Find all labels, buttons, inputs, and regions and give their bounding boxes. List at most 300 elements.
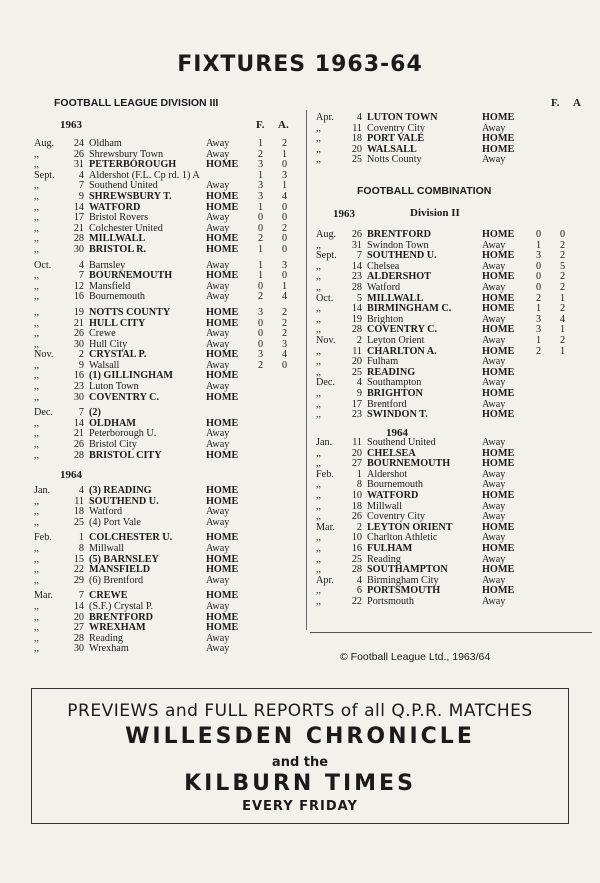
fixture-day: 17	[73, 212, 84, 224]
fixture-opponent: BIRMINGHAM C.	[367, 303, 452, 315]
fixture-month: ,,	[316, 239, 322, 251]
fixture-month: Nov.	[34, 349, 54, 361]
league-fixtures-1963	[30, 139, 300, 461]
fixture-opponent: LEYTON ORIENT	[367, 521, 453, 533]
fixture-row	[30, 544, 300, 555]
fixture-month: ,,	[316, 324, 322, 336]
fixture-goals-against: 1	[560, 292, 566, 304]
fixture-day: 26	[351, 229, 362, 240]
fixture-day: 18	[351, 500, 362, 512]
fixture-row	[312, 230, 592, 241]
fixture-venue: Away	[482, 260, 506, 272]
fixture-goals-for: 3	[536, 250, 542, 262]
fixture-day: 27	[73, 622, 84, 634]
fixture-opponent: Hull City	[89, 338, 128, 350]
fixture-row	[30, 602, 300, 613]
fixture-day: 31	[73, 159, 84, 171]
fixture-day: 9	[78, 359, 84, 371]
fixture-opponent: Bournemouth	[89, 291, 146, 303]
fixture-goals-against: 2	[560, 271, 566, 283]
fixture-opponent: Bristol Rovers	[89, 212, 149, 224]
fixture-day: 20	[73, 611, 84, 623]
fixture-opponent: (S.F.) Crystal P.	[89, 600, 153, 612]
fixture-opponent: (6) Brentford	[89, 574, 144, 586]
fixture-venue: HOME	[482, 585, 515, 597]
fixture-month: ,,	[316, 313, 322, 325]
fixture-opponent: WREXHAM	[89, 622, 146, 634]
fixture-day: 8	[356, 479, 362, 491]
fixture-opponent: (4) Port Vale	[89, 516, 141, 528]
fixture-month: Apr.	[316, 574, 334, 586]
fixture-opponent: BRISTOL CITY	[89, 449, 162, 461]
fixture-day: 4	[78, 485, 84, 496]
fixture-venue: HOME	[482, 112, 515, 123]
fixture-goals-against: 2	[282, 317, 288, 329]
fixture-row	[312, 410, 592, 421]
fixture-day: 7	[78, 407, 84, 419]
fixture-day: 14	[73, 600, 84, 612]
fixture-venue: Away	[482, 553, 506, 565]
fixture-row	[30, 308, 300, 319]
fixture-opponent: COVENTRY C.	[89, 391, 160, 403]
fixture-day: 20	[351, 356, 362, 368]
fixture-row	[30, 486, 300, 497]
fixture-day: 7	[78, 270, 84, 282]
fixture-opponent: BOURNEMOUTH	[89, 270, 173, 282]
fixture-goals-for: 1	[258, 243, 264, 255]
fixture-row	[30, 565, 300, 576]
fixture-goals-against: 1	[282, 148, 288, 160]
fixture-opponent: Portsmouth	[367, 595, 414, 607]
fixture-month: ,,	[34, 148, 40, 160]
fixture-month: Apr.	[316, 112, 334, 123]
fixture-month: ,,	[316, 398, 322, 410]
fixture-goals-for: 1	[258, 169, 264, 181]
fixture-opponent: Aldershot	[367, 468, 408, 480]
fixture-goals-against: 0	[282, 359, 288, 371]
fixture-month: ,,	[34, 417, 40, 429]
fixture-month: ,,	[316, 281, 322, 293]
fixture-month: Mar.	[316, 521, 335, 533]
fixture-month: ,,	[34, 306, 40, 318]
fixture-day: 4	[356, 377, 362, 389]
fixture-goals-against: 0	[282, 233, 288, 245]
fixture-goals-against: 3	[282, 338, 288, 350]
fixture-day: 16	[351, 542, 362, 554]
fixture-day: 10	[351, 489, 362, 501]
fixture-day: 26	[73, 148, 84, 160]
fixture-venue: Away	[482, 500, 506, 512]
fixture-row	[30, 440, 300, 451]
fixture-month: ,,	[316, 154, 322, 166]
fixture-venue: Away	[482, 281, 506, 293]
fixture-opponent: Bournemouth	[367, 479, 424, 491]
fixture-opponent: CHELSEA	[367, 447, 416, 459]
fixture-day: 14	[73, 201, 84, 213]
fixture-opponent: Notts County	[367, 154, 422, 166]
fixture-row	[30, 192, 300, 203]
fixture-opponent: (5) BARNSLEY	[89, 553, 159, 565]
fixture-opponent: LUTON TOWN	[367, 112, 438, 123]
fixture-month: ,,	[34, 622, 40, 634]
fixture-venue: HOME	[482, 229, 515, 240]
fixture-row	[30, 139, 300, 150]
fixture-opponent: CHARLTON A.	[367, 345, 437, 357]
fixture-day: 4	[78, 259, 84, 271]
fixture-month: ,,	[34, 328, 40, 340]
fixture-day: 30	[73, 338, 84, 350]
fixture-opponent: Luton Town	[89, 381, 139, 393]
fixture-month: Dec.	[316, 377, 335, 389]
fixture-row	[30, 371, 300, 382]
fixture-opponent: Colchester United	[89, 222, 163, 234]
fixture-row	[30, 533, 300, 544]
fixture-day: 28	[351, 564, 362, 576]
fixture-month: ,,	[316, 595, 322, 607]
fixture-row	[312, 368, 592, 379]
fixture-month: ,,	[316, 387, 322, 399]
combination-col-f: F.	[551, 97, 560, 109]
fixture-month: ,,	[316, 458, 322, 470]
fixture-venue: Away	[482, 437, 506, 448]
fixture-venue: Away	[482, 574, 506, 586]
fixture-goals-for: 1	[258, 201, 264, 213]
fixture-opponent: COLCHESTER U.	[89, 532, 173, 544]
fixture-opponent: Watford	[367, 281, 401, 293]
fixture-day: 2	[356, 521, 362, 533]
fixture-venue: HOME	[206, 417, 239, 429]
fixture-row	[30, 591, 300, 602]
fixture-day: 16	[73, 291, 84, 303]
fixture-opponent: WALSALL	[367, 143, 417, 155]
fixture-day: 15	[73, 553, 84, 565]
fixture-venue: HOME	[206, 590, 239, 602]
fixture-opponent: Bristol City	[89, 439, 137, 451]
fixture-venue: HOME	[206, 495, 239, 507]
fixture-day: 22	[73, 564, 84, 576]
fixture-day: 18	[73, 506, 84, 518]
fixture-goals-for: 0	[536, 229, 542, 240]
fixture-opponent: Reading	[367, 553, 401, 565]
fixture-goals-for: 0	[258, 317, 264, 329]
fixture-row	[30, 393, 300, 404]
fixture-day: 20	[351, 447, 362, 459]
fixture-day: 1	[78, 532, 84, 544]
fixture-opponent: READING	[367, 366, 416, 378]
fixture-day: 21	[73, 222, 84, 234]
fixture-goals-against: 0	[282, 159, 288, 171]
fixture-row	[312, 576, 592, 587]
fixture-row	[30, 429, 300, 440]
fixture-month: ,,	[316, 260, 322, 272]
fixture-day: 28	[73, 233, 84, 245]
combination-col-a: A	[573, 97, 581, 109]
fixture-month: ,,	[34, 600, 40, 612]
fixture-goals-for: 2	[258, 291, 264, 303]
fixture-month: Oct.	[34, 259, 52, 271]
league-division-heading: FOOTBALL LEAGUE DIVISION III	[54, 97, 219, 109]
fixture-month: Aug.	[316, 229, 337, 240]
fixture-day: 14	[351, 260, 362, 272]
fixture-goals-against: 2	[282, 138, 288, 149]
fixture-month: ,,	[34, 201, 40, 213]
fixture-row	[312, 155, 592, 166]
fixture-venue: HOME	[482, 489, 515, 501]
fixture-day: 6	[356, 585, 362, 597]
fixture-goals-for: 1	[536, 303, 542, 315]
fixture-row	[312, 283, 592, 294]
fixture-venue: HOME	[206, 564, 239, 576]
advert-every-friday: EVERY FRIDAY	[242, 799, 358, 814]
fixture-opponent: BRISTOL R.	[89, 243, 147, 255]
fixture-venue: HOME	[206, 370, 239, 382]
fixture-goals-for: 0	[536, 260, 542, 272]
fixture-month: Dec.	[34, 407, 53, 419]
fixture-opponent: Coventry City	[367, 511, 426, 523]
combination-division: Division II	[410, 207, 460, 219]
fixture-month: ,,	[34, 222, 40, 234]
fixture-day: 26	[73, 328, 84, 340]
fixture-goals-for: 3	[258, 306, 264, 318]
fixture-goals-for: 3	[536, 324, 542, 336]
fixture-opponent: Southend United	[89, 180, 158, 192]
fixture-venue: HOME	[206, 449, 239, 461]
fixture-opponent: BRENTFORD	[89, 611, 153, 623]
fixture-month: ,,	[34, 564, 40, 576]
advert-and-the: and the	[271, 755, 329, 770]
fixture-goals-for: 0	[258, 328, 264, 340]
fixture-month: ,,	[316, 447, 322, 459]
combination-fixtures-1963	[312, 230, 592, 421]
fixture-opponent: OLDHAM	[89, 417, 136, 429]
fixture-opponent: Barnsley	[89, 259, 126, 271]
fixture-venue: Away	[206, 280, 230, 292]
fixture-goals-against: 0	[282, 201, 288, 213]
fixture-goals-against: 0	[282, 243, 288, 255]
fixture-opponent: PORT VALE	[367, 133, 425, 145]
fixture-month: Jan.	[316, 437, 333, 448]
fixture-day: 20	[351, 143, 362, 155]
fixture-month: ,,	[34, 190, 40, 202]
fixture-venue: Away	[206, 338, 230, 350]
fixture-month: ,,	[34, 317, 40, 329]
fixture-venue: HOME	[206, 190, 239, 202]
fixture-goals-for: 0	[536, 271, 542, 283]
league-fixtures-1964	[30, 486, 300, 655]
fixture-venue: HOME	[206, 306, 239, 318]
fixture-month: ,,	[34, 516, 40, 528]
fixture-goals-for: 1	[258, 270, 264, 282]
fixture-month: ,,	[34, 391, 40, 403]
fixture-day: 7	[356, 250, 362, 262]
fixture-goals-against: 4	[282, 349, 288, 361]
fixture-day: 23	[73, 381, 84, 393]
fixture-goals-against: 1	[560, 324, 566, 336]
fixture-opponent: ALDERSHOT	[367, 271, 431, 283]
fixture-month: ,,	[316, 271, 322, 283]
fixture-day: 10	[351, 532, 362, 544]
fixture-opponent: BRIGHTON	[367, 387, 423, 399]
fixture-venue: Away	[206, 328, 230, 340]
fixture-venue: Away	[206, 381, 230, 393]
fixture-day: 25	[73, 516, 84, 528]
fixture-venue: Away	[482, 313, 506, 325]
advert-box	[31, 688, 569, 824]
fixture-month: ,,	[34, 643, 40, 655]
fixture-opponent: WATFORD	[367, 489, 419, 501]
advert-kilburn-times: KILBURN TIMES	[184, 771, 416, 796]
fixture-opponent: PORTSMOUTH	[367, 585, 441, 597]
fixture-goals-against: 0	[282, 212, 288, 224]
fixture-venue: HOME	[206, 532, 239, 544]
fixture-day: 28	[351, 324, 362, 336]
fixture-venue: Away	[482, 398, 506, 410]
fixture-month: Jan.	[34, 485, 51, 496]
fixture-goals-against: 3	[282, 169, 288, 181]
fixture-day: 27	[351, 458, 362, 470]
fixture-goals-against: 1	[560, 345, 566, 357]
fixture-month: ,,	[316, 553, 322, 565]
fixture-goals-against: 1	[282, 180, 288, 192]
fixture-month: ,,	[316, 542, 322, 554]
fixture-venue: Away	[482, 356, 506, 368]
fixture-venue: Away	[206, 212, 230, 224]
fixture-opponent: Southend United	[367, 437, 436, 448]
fixture-venue: Away	[206, 439, 230, 451]
fixture-month: ,,	[34, 233, 40, 245]
fixture-venue: HOME	[206, 485, 239, 496]
fixture-row	[312, 241, 592, 252]
fixture-opponent: Crewe	[89, 328, 116, 340]
fixture-goals-for: 1	[258, 259, 264, 271]
fixture-opponent: Wrexham	[89, 643, 129, 655]
fixture-opponent: Coventry City	[367, 122, 426, 134]
fixture-venue: Away	[206, 259, 230, 271]
fixture-row	[312, 470, 592, 481]
fixture-venue: HOME	[482, 303, 515, 315]
fixture-month: ,,	[34, 370, 40, 382]
fixture-row	[312, 459, 592, 470]
credit-rule	[310, 632, 592, 633]
fixture-venue: Away	[482, 122, 506, 134]
fixture-venue: Away	[206, 643, 230, 655]
fixture-day: 5	[356, 292, 362, 304]
fixture-row	[312, 491, 592, 502]
fixture-month: ,,	[316, 133, 322, 145]
fixture-venue: Away	[482, 239, 506, 251]
fixture-opponent: Southampton	[367, 377, 422, 389]
fixture-opponent: PETERBOROUGH	[89, 159, 177, 171]
fixture-venue: HOME	[482, 542, 515, 554]
fixture-goals-against: 0	[560, 229, 566, 240]
fixture-row	[30, 245, 300, 256]
fixture-goals-against: 4	[282, 291, 288, 303]
fixture-goals-against: 2	[560, 250, 566, 262]
fixture-day: 24	[73, 138, 84, 149]
fixture-day: 11	[74, 495, 84, 507]
fixture-row	[312, 438, 592, 449]
fixture-venue: HOME	[482, 133, 515, 145]
fixture-row	[30, 576, 300, 587]
fixture-goals-for: 2	[536, 345, 542, 357]
fixture-opponent: Walsall	[89, 359, 120, 371]
fixture-venue: HOME	[482, 345, 515, 357]
fixture-month: ,,	[316, 409, 322, 421]
fixture-day: 25	[351, 366, 362, 378]
fixture-row	[30, 507, 300, 518]
fixture-goals-against: 1	[282, 280, 288, 292]
fixture-day: 9	[78, 190, 84, 202]
fixture-month: ,,	[34, 428, 40, 440]
fixture-venue: HOME	[482, 324, 515, 336]
fixture-month: ,,	[34, 180, 40, 192]
fixture-opponent: MILLWALL	[367, 292, 424, 304]
fixture-month: ,,	[34, 542, 40, 554]
fixture-day: 7	[78, 590, 84, 602]
fixture-month: ,,	[34, 574, 40, 586]
fixture-month: ,,	[316, 489, 322, 501]
fixture-venue: HOME	[482, 250, 515, 262]
fixture-goals-against: 2	[560, 303, 566, 315]
league-col-a: A.	[278, 119, 289, 131]
fixture-month: Oct.	[316, 292, 334, 304]
fixture-month: ,,	[34, 291, 40, 303]
fixture-day: 22	[351, 595, 362, 607]
fixture-month: ,,	[316, 345, 322, 357]
fixture-goals-for: 3	[258, 349, 264, 361]
fixture-day: 12	[73, 280, 84, 292]
fixture-row	[30, 623, 300, 634]
fixture-goals-against: 2	[560, 281, 566, 293]
fixture-venue: Away	[482, 479, 506, 491]
fixture-venue: Away	[482, 595, 506, 607]
fixture-row	[312, 113, 592, 124]
fixture-goals-for: 0	[258, 338, 264, 350]
fixture-day: 9	[356, 387, 362, 399]
fixture-month: ,,	[316, 511, 322, 523]
fixture-venue: HOME	[206, 391, 239, 403]
fixture-month: ,,	[316, 564, 322, 576]
fixture-month: Mar.	[34, 590, 53, 602]
fixture-venue: HOME	[206, 270, 239, 282]
fixture-day: 14	[73, 417, 84, 429]
fixture-goals-against: 0	[282, 270, 288, 282]
fixture-month: ,,	[316, 356, 322, 368]
fixture-opponent: SOUTHEND U.	[367, 250, 437, 262]
fixture-opponent: Millwall	[367, 500, 403, 512]
fixture-day: 11	[352, 345, 362, 357]
fixture-venue: HOME	[482, 366, 515, 378]
fixture-opponent: Brentford	[367, 398, 407, 410]
fixture-opponent: Mansfield	[89, 280, 131, 292]
fixture-venue: Away	[206, 542, 230, 554]
fixture-goals-for: 2	[258, 233, 264, 245]
fixture-row	[30, 644, 300, 655]
fixture-goals-for: 3	[258, 159, 264, 171]
fixture-day: 8	[78, 542, 84, 554]
fixture-goals-for: 0	[258, 222, 264, 234]
combination-year-1963: 1963	[333, 208, 355, 220]
fixture-opponent: Chelsea	[367, 260, 400, 272]
league-year-1963: 1963	[60, 119, 82, 131]
fixture-venue: HOME	[206, 201, 239, 213]
fixture-opponent: SOUTHEND U.	[89, 495, 159, 507]
fixture-day: 28	[73, 632, 84, 644]
fixture-month: ,,	[316, 143, 322, 155]
fixture-opponent: BRENTFORD	[367, 229, 431, 240]
fixture-month: ,,	[34, 338, 40, 350]
fixture-goals-against: 2	[282, 328, 288, 340]
